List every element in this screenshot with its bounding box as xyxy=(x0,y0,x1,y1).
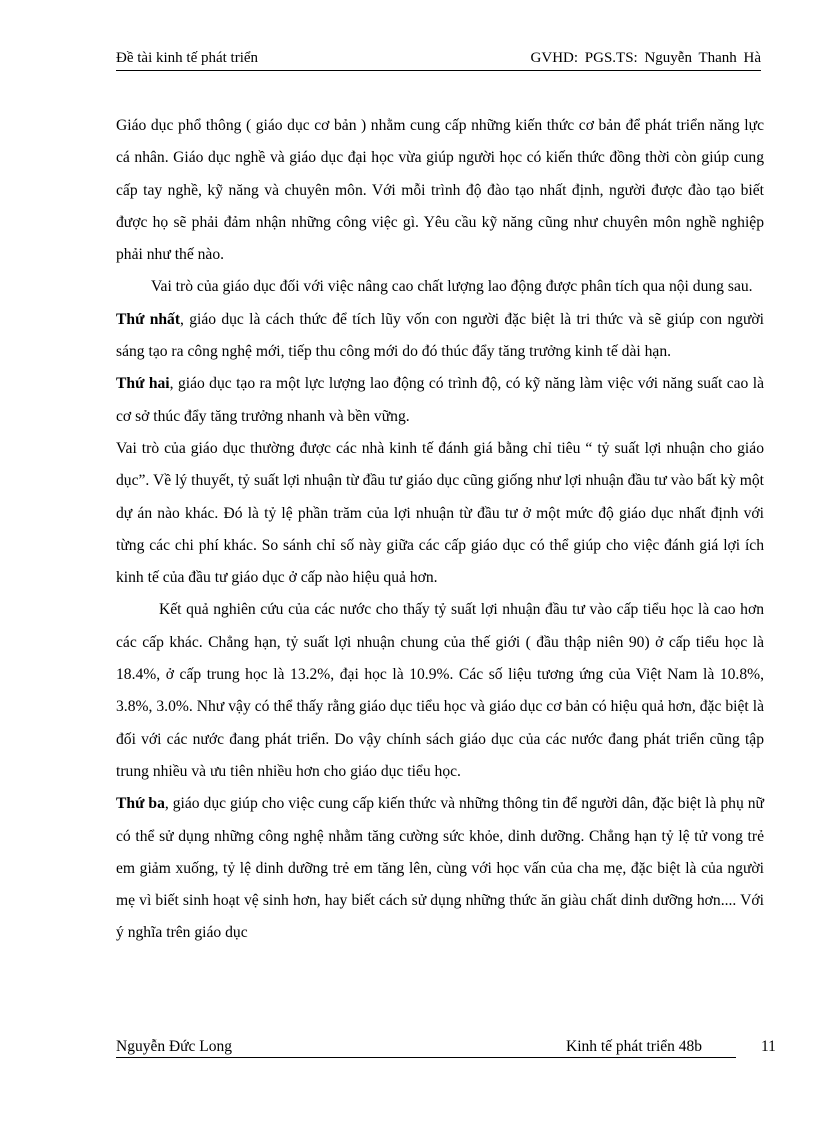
page-header xyxy=(116,50,761,71)
paragraph-role-intro: Vai trò của giáo dục đối với việc nâng cao chất lượng lao động được phân tích qua nội dung sau. xyxy=(151,278,753,296)
paragraph-general-education: Giáo dục phổ thông ( giáo dục cơ bản ) nhằm cung cấp những kiến thức cơ bản để phát triển năng lực cá nhân. Giáo dục nghề và giáo dục đại học vừa giúp người học có kiến thức đồng thời còn giúp cung cấp tay nghề, kỹ năng và chuyên môn. Với mỗi trình độ đào tạo nhất định, người được đào tạo biết được họ sẽ phải đảm nhận những công việc gì. Yêu cầu kỹ năng cũng như chuyên môn nghề nghiệp phải như thế nào. xyxy=(116,117,764,264)
header-supervisor: GVHD: PGS.TS: Nguyễn Thanh Hà xyxy=(530,50,761,66)
paragraph-first-lead: Thứ nhất xyxy=(116,310,181,328)
paragraph-rate-of-return: Vai trò của giáo dục thường được các nhà kinh tế đánh giá bằng chỉ tiêu “ tỷ suất lợi nhuận cho giáo dục”. Về lý thuyết, tỷ suất lợi nhuận từ đầu tư giáo dục cũng giống như lợi nhuận đầu tư vào bất kỳ một dự án nào khác. Đó là tỷ lệ phần trăm của lợi nhuận từ đầu tư ở một mức độ giáo dục nhất định với từng các chi phí khác. So sánh chỉ số này giữa các cấp giáo dục có thể giúp cho việc đánh giá lợi ích kinh tế của đầu tư giáo dục ở cấp nào hiệu quả hơn. xyxy=(116,439,764,587)
footer-course: Kinh tế phát triển 48b xyxy=(566,1038,736,1058)
page-footer xyxy=(116,1038,776,1060)
footer-author: Nguyễn Đức Long xyxy=(116,1038,566,1058)
paragraph-third xyxy=(116,788,764,949)
paragraph-first xyxy=(116,304,764,369)
document-body xyxy=(116,110,764,950)
header-title: Đề tài kinh tế phát triển xyxy=(116,50,259,66)
paragraph-research-results: Kết quả nghiên cứu của các nước cho thấy tỷ suất lợi nhuận đầu tư vào cấp tiểu học là cao hơn các cấp khác. Chẳng hạn, tỷ suất lợi nhuận chung của thế giới ( đầu thập niên 90) ở cấp tiểu học là 18.4%, ở cấp trung học là 13.2%, đại học là 10.9%. Các số liệu tương ứng của Việt Nam là 10.8%, 3.8%, 3.0%. Như vậy có thể thấy rằng giáo dục tiểu học và giáo dục cơ bản có hiệu quả hơn, đặc biệt là đối với các nước đang phát triển. Do vậy chính sách giáo dục của các nước đang phát triển cũng tập trung nhiều và ưu tiên nhiều hơn cho giáo dục tiểu học. xyxy=(116,601,764,780)
paragraph-third-text: , giáo dục giúp cho việc cung cấp kiến thức và những thông tin để người dân, đặc biệt là phụ nữ có thể sử dụng những công nghệ nhằm tăng cường sức khỏe, dinh dưỡng. Chẳng hạn tỷ lệ tử vong trẻ em giảm xuống, tỷ lệ dinh dưỡng trẻ em tăng lên, cùng với học vấn của cha mẹ, đặc biệt là của người mẹ vì biết sinh hoạt vệ sinh hơn, hay biết cách sử dụng những thức ăn giàu chất dinh dưỡng hơn.... Với ý nghĩa trên giáo dục xyxy=(116,795,764,942)
paragraph-second xyxy=(116,368,764,433)
paragraph-second-text: , giáo dục tạo ra một lực lượng lao động có trình độ, có kỹ năng làm việc với năng suất cao là cơ sở thúc đẩy tăng trưởng nhanh và bền vững. xyxy=(116,375,764,425)
paragraph-third-lead: Thứ ba xyxy=(116,795,165,813)
paragraph-second-lead: Thứ hai xyxy=(116,375,170,393)
page-number: 11 xyxy=(761,1038,776,1055)
paragraph-first-text: , giáo dục là cách thức để tích lũy vốn con người đặc biệt là tri thức và sẽ giúp con người sáng tạo ra công nghệ mới, tiếp thu công mới do đó thúc đẩy tăng trưởng kinh tế dài hạn. xyxy=(116,310,764,361)
